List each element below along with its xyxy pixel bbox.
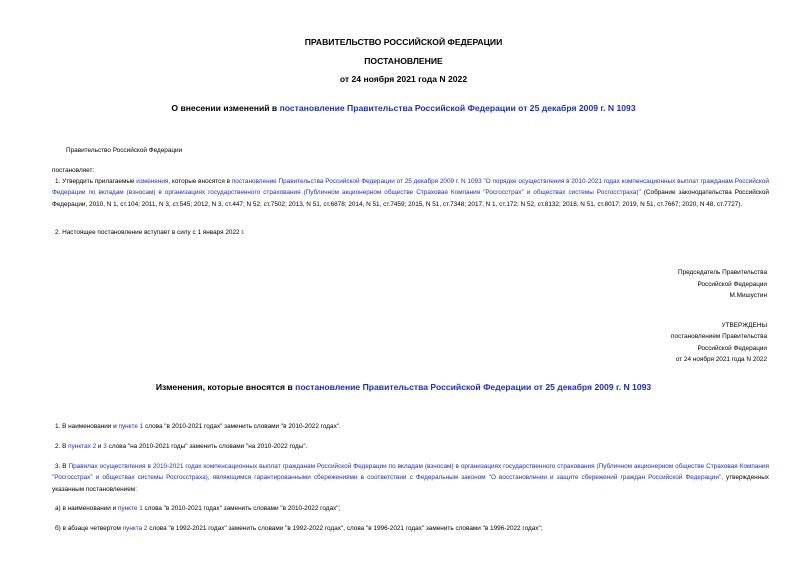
item2-end: слова "на 2010-2021 годы" заменить словами "на 2010-2022 годы". <box>106 443 308 450</box>
sub-a-start: а) в наименовании и <box>55 505 118 512</box>
paragraph-2: 2. Настоящее постановление вступает в силу с 1 января 2022 г. <box>55 229 245 236</box>
signature-country: Российской Федерации <box>697 281 767 288</box>
item1-link[interactable]: пункте 1 <box>118 423 144 430</box>
change-item-2 <box>55 441 307 452</box>
sub-item-b <box>55 523 543 534</box>
issuer-text: Правительство Российской Федерации <box>66 147 183 154</box>
item1-start: 1. В наименовании и <box>55 423 119 430</box>
approved-label: УТВЕРЖДЕНЫ <box>721 322 767 329</box>
changes-heading <box>0 382 807 392</box>
approved-by: постановлением Правительства <box>671 333 767 340</box>
item3-end: , утвержденных указанным постановлением: <box>52 474 769 493</box>
p1-start: 1. Утвердить прилагаемые <box>55 178 137 185</box>
change-item-1 <box>55 421 341 432</box>
sub-item-a <box>55 503 340 514</box>
changes-heading-prefix: Изменения, которые вносятся в <box>155 382 296 392</box>
item2-link2[interactable]: 3 <box>103 443 107 450</box>
title-link[interactable]: постановление Правительства Российской Федерации от 25 декабря 2009 г. N 1093 <box>279 103 636 113</box>
sub-a-link[interactable]: пункте 1 <box>117 505 143 512</box>
changes-link[interactable]: изменения <box>136 178 169 185</box>
sub-b-start: б) в абзаце четвертом <box>55 525 123 532</box>
item2-mid: и <box>96 443 104 450</box>
sub-a-end: слова "в 2010-2021 годах" заменить словами "в 2010-2022 годах"; <box>142 505 341 512</box>
paragraph-1 <box>52 176 769 210</box>
sub-b-link[interactable]: пункта 2 <box>122 525 148 532</box>
signature-position: Председатель Правительства <box>678 269 767 276</box>
decree-link[interactable]: постановление Правительства Российской Федерации от 25 декабря 2009 г. N 1093 "О порядке осуществления в 2010-2021 годах компенсационных выплат гражданам Российской Федерации по вкладам (взносам) в организациях государственного страхования (Публичном акционерном обществе Страховая Компания "Росгосстрах" и обществах системы Росгосстраха)" <box>52 178 769 197</box>
document-date: от 24 ноября 2021 года N 2022 <box>339 74 468 84</box>
item2-link[interactable]: пунктах 2 <box>68 443 97 450</box>
item1-end: слова "в 2010-2021 годах" заменить словами "в 2010-2022 годах". <box>143 423 341 430</box>
title-prefix: О внесении изменений в <box>171 103 280 113</box>
document-title <box>0 103 807 113</box>
approved-country: Российской Федерации <box>697 345 767 352</box>
sub-b-end: слова "в 1992-2021 годах" заменить словами "в 1992-2022 годах", слова "в 1996-2021 годах" заменить словами "в 1996-2022 годах"; <box>147 525 543 532</box>
item3-start: 3. В <box>55 463 69 470</box>
p1-sources: (Собрание законодательства Российской Федерации, 2010, N 1, ст.104; 2011, N 3, ст.545; 2012, N 3, ст.447; N 52, ст.7502; 2013, N 51, ст.6878; 2014, N 51, ст.7459; 2015, N 51, ст.7348; 2017, N 1, ст.172; N 52, ст.8132; 2018, N 51, ст.8017; 2019, N 51, ст.7667; 2020, N 48, ст.7727). <box>52 189 769 208</box>
rules-link[interactable]: Правилах осуществления в 2010-2021 годах компенсационных выплат гражданам Российской Федерации по вкладам (взносам) в организациях государственного страхования (Публичном акционерном обществе Страховая Компания "Росгосстрах" и обществах системы Росгосстраха), являющимся гарантированными сбережениями в соответствии с Федеральным законом "О восстановлении и защите сбережений граждан Российской Федерации" <box>52 463 769 482</box>
signature-name: М.Мишустин <box>729 292 767 299</box>
decides-text: постановляет: <box>52 167 95 174</box>
p1-mid: , которые вносятся в <box>168 178 232 185</box>
changes-heading-link[interactable]: постановление Правительства Российской Федерации от 25 декабря 2009 г. N 1093 <box>295 382 652 392</box>
item2-start: 2. В <box>55 443 69 450</box>
change-item-3 <box>52 461 769 495</box>
approved-date: от 24 ноября 2021 года N 2022 <box>675 356 767 363</box>
document-type: ПОСТАНОВЛЕНИЕ <box>364 56 443 66</box>
issuing-authority: ПРАВИТЕЛЬСТВО РОССИЙСКОЙ ФЕДЕРАЦИИ <box>304 37 503 47</box>
